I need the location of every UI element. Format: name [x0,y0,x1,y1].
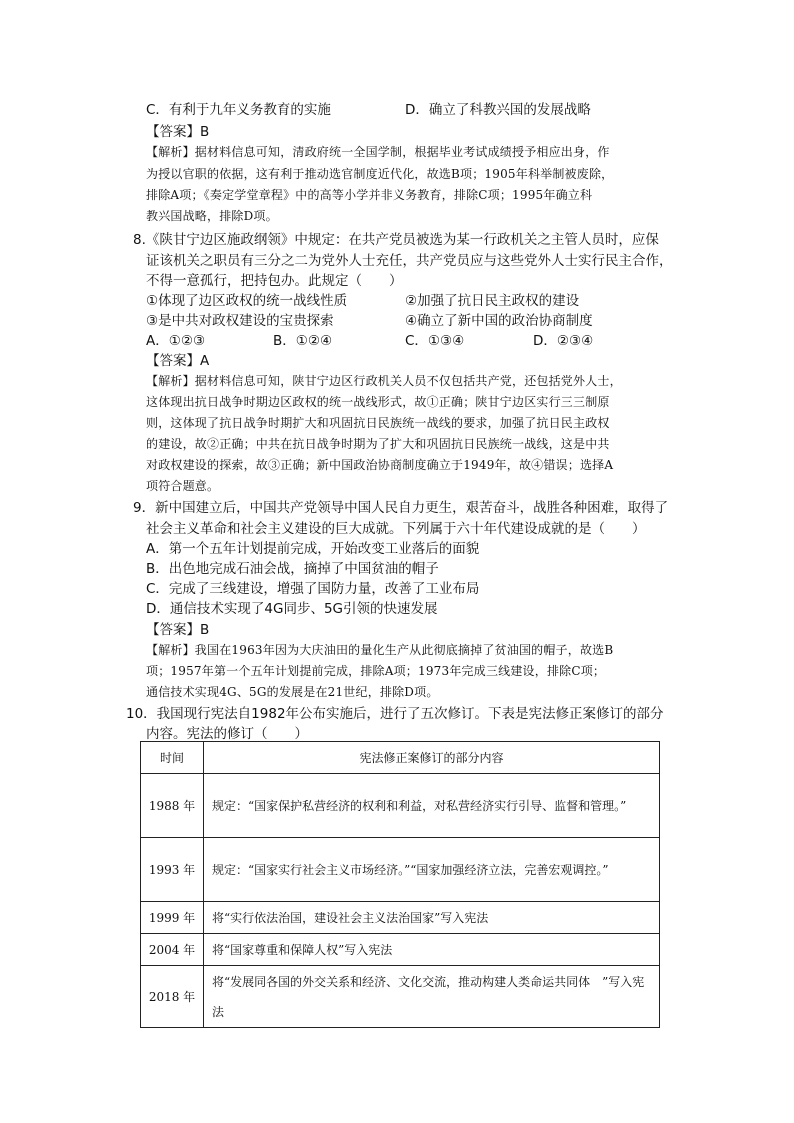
table-row [141,838,660,902]
q8-statement: ①体现了边区政权的统一战线性质 [146,293,348,309]
header-content: 宪法修正案修订的部分内容 [204,742,660,774]
q8-option-a: A．①②③ [146,333,206,349]
q8-statement: ③是中共对政权建设的宝贵探索 [146,313,334,329]
row-content: 规定：“国家实行社会主义市场经济。”“国家加强经济立法，完善宏观调控。” [204,838,660,902]
q9-analysis-line: 【解析】我国在1963年因为大庆油田的量化生产从此彻底摘掉了贫油国的帽子，故选B [146,643,614,657]
q8-stem-line: 不得一意孤行，把持包办。此规定（ ） [146,273,403,289]
q8-analysis-line: 项符合题意。 [146,479,220,493]
row-content: 规定：“国家保护私营经济的权利和利益，对私营经济实行引导、监督和管理。” [204,774,660,838]
q8-statement: ④确立了新中国的政治协商制度 [405,313,593,329]
table-row [141,774,660,838]
row-year: 1999 年 [141,902,204,934]
row-year: 2018 年 [141,966,204,1028]
q7-answer: 【答案】B [146,124,210,140]
q9-stem-line: 9．新中国建立后，中国共产党领导中国人民自力更生，艰苦奋斗，战胜各种困难，取得了 [133,500,669,516]
table-row [141,902,660,934]
table-header-row [141,742,660,774]
q9-answer: 【答案】B [146,622,210,638]
q8-statement: ②加强了抗日民主政权的建设 [405,293,580,309]
row-year: 1993 年 [141,838,204,902]
q9-option-c: C．完成了三线建设，增强了国防力量，改善了工业布局 [146,581,480,597]
q8-option-b: B．①②④ [273,333,333,349]
q8-analysis-line: 对政权建设的探索，故③正确；新中国政治协商制度确立于1949年，故④错误；选择A [146,458,614,472]
q9-stem-line: 社会主义革命和社会主义建设的巨大成就。下列属于六十年代建设成就的是（ ） [146,521,646,537]
q7-analysis-line: 为授以官职的依据，这有利于推动选官制度近代化，故选B项；1905年科举制被废除， [146,167,614,181]
table-row [141,934,660,966]
q7-analysis-line: 教兴国战略，排除D项。 [146,209,278,223]
amendment-table [140,741,660,1028]
row-content: 将“国家尊重和保障人权”写入宪法 [204,934,660,966]
q9-analysis-line: 项；1957年第一个五年计划提前完成，排除A项；1973年完成三线建设，排除C项； [146,664,606,678]
q8-stem-line: 8.《陕甘宁边区施政纲领》中规定：在共产党员被选为某一行政机关之主管人员时，应保 [133,232,659,248]
q10-stem-line: 内容。宪法的修订（ ） [146,726,308,742]
q7-option-d: D．确立了科教兴国的发展战略 [405,102,591,118]
q8-answer: 【答案】A [146,353,210,369]
q9-option-a: A．第一个五年计划提前完成，开始改变工业落后的面貌 [146,541,480,557]
row-year: 2004 年 [141,934,204,966]
q7-analysis-line: 排除A项；《奏定学堂章程》中的高等小学并非义务教育，排除C项；1995年确立科 [146,188,593,202]
q9-option-d: D．通信技术实现了4G同步、5G引领的快速发展 [146,601,438,617]
table-row [141,966,660,1028]
q10-stem-line: 10．我国现行宪法自1982年公布实施后，进行了五次修订。下表是宪法修正案修订的部分 [126,706,664,722]
row-content: 将“发展同各国的外交关系和经济、文化交流，推动构建人类命运共同体 ”写入宪法 [204,966,660,1028]
q7-option-c: C．有利于九年义务教育的实施 [146,102,331,118]
q8-analysis-line: 的建设，故②正确；中共在抗日战争时期为了扩大和巩固抗日民族统一战线，这是中共 [146,437,610,451]
q8-option-d: D．②③④ [533,333,594,349]
q9-option-b: B．出色地完成石油会战，摘掉了中国贫油的帽子 [146,561,439,577]
q8-analysis-line: 这体现出抗日战争时期边区政权的统一战线形式，故①正确；陕甘宁边区实行三三制原 [146,395,610,409]
q8-analysis-line: 则，这体现了抗日战争时期扩大和巩固抗日民族统一战线的要求，加强了抗日民主政权 [146,416,610,430]
q8-analysis-line: 【解析】据材料信息可知，陕甘宁边区行政机关人员不仅包括共产党，还包括党外人士， [146,374,622,388]
q8-stem-line: 证该机关之职员有三分之二为党外人士充任，共产党员应与这些党外人士实行民主合作， [146,253,673,269]
row-content: 将“实行依法治国，建设社会主义法治国家”写入宪法 [204,902,660,934]
q9-analysis-line: 通信技术实现4G、5G的发展是在21世纪，排除D项。 [146,685,439,699]
header-time: 时间 [141,742,204,774]
q8-option-c: C．①③④ [405,333,465,349]
row-year: 1988 年 [141,774,204,838]
q7-analysis-line: 【解析】据材料信息可知，清政府统一全国学制，根据毕业考试成绩授予相应出身，作 [146,145,610,159]
